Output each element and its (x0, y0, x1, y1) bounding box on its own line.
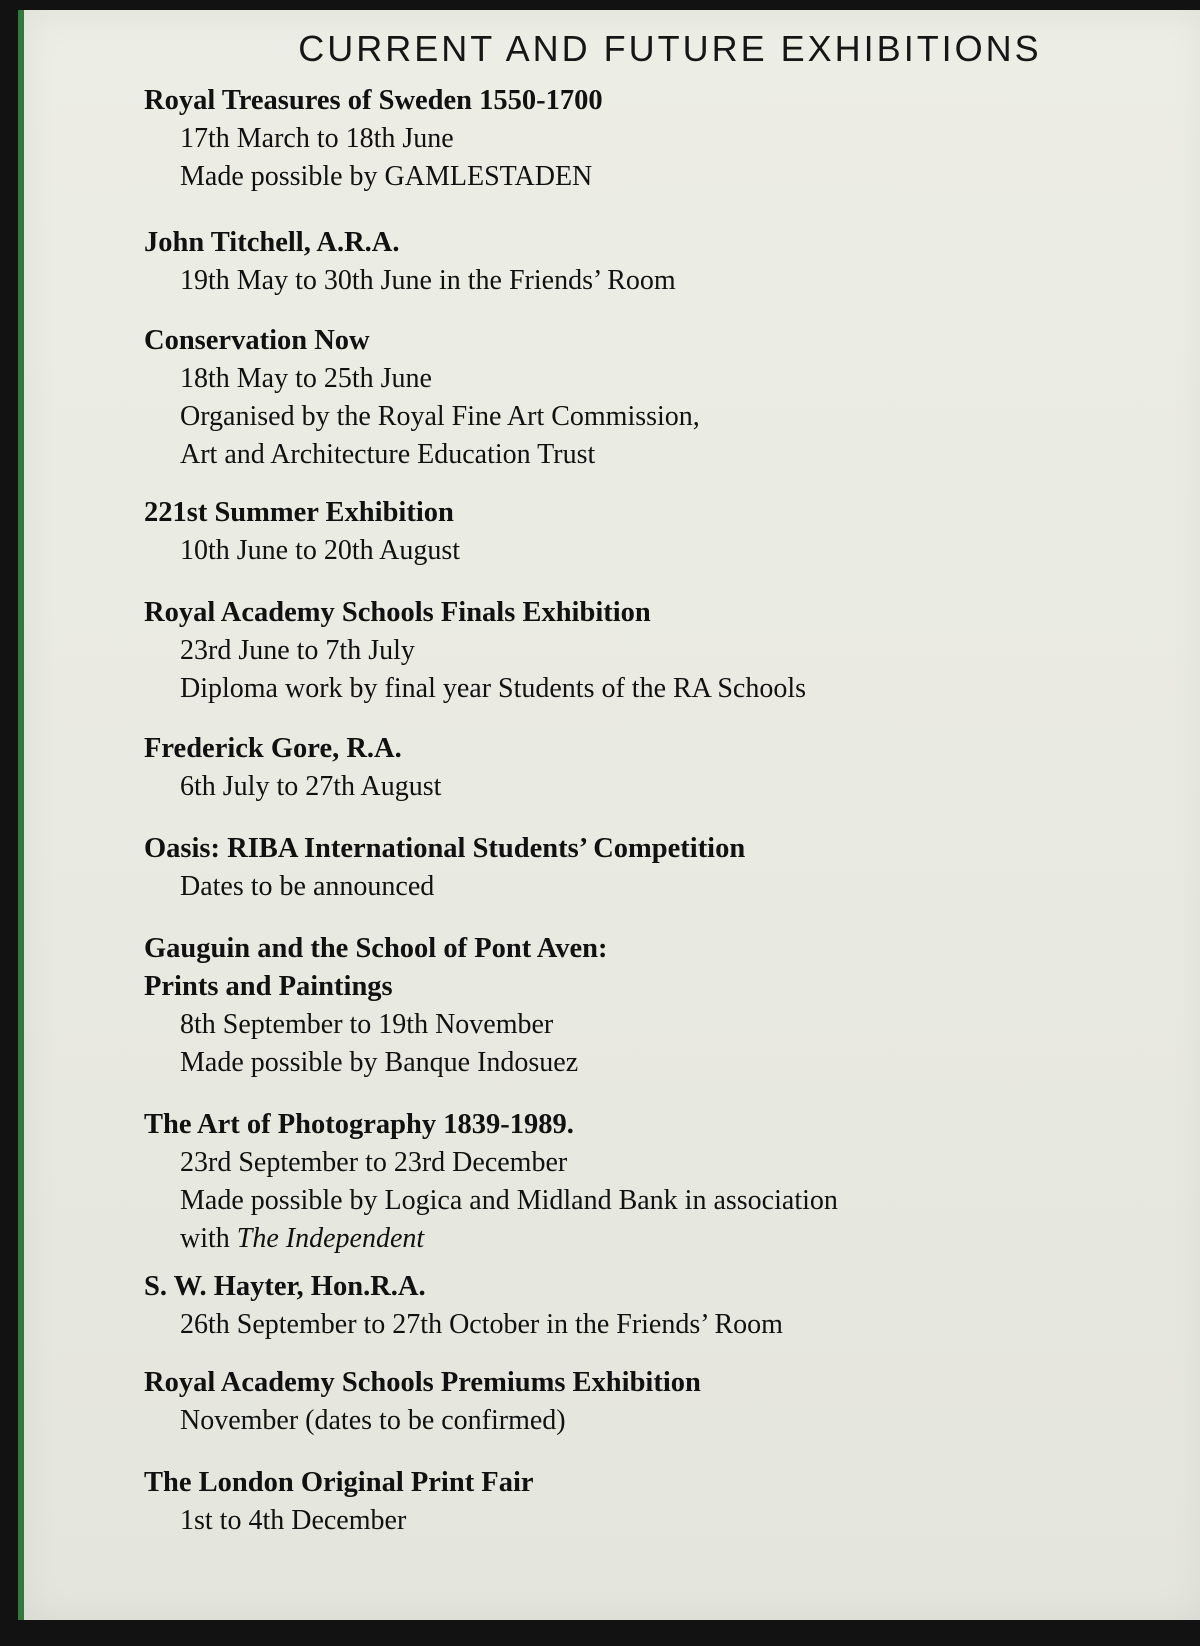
exhibition-art-of-photography (144, 1106, 838, 1258)
exhibition-sponsor: Made possible by Banque Indosuez (180, 1047, 579, 1078)
exhibition-john-titchell (144, 224, 676, 300)
exhibition-schools-premiums (144, 1364, 701, 1440)
exhibition-sponsor: Made possible by Logica and Midland Bank in association (180, 1185, 838, 1216)
exhibition-dates: 10th June to 20th August (180, 535, 461, 566)
exhibition-dates: 6th July to 27th August (180, 771, 442, 802)
exhibition-dates: 26th September to 27th October in the Friends’ Room (180, 1309, 783, 1340)
with-prefix: with (180, 1223, 230, 1254)
exhibition-dates: 18th May to 25th June (180, 363, 432, 394)
exhibition-sponsor: Made possible by GAMLESTADEN (180, 161, 593, 192)
exhibition-name: Royal Academy Schools Premiums Exhibition (144, 1367, 701, 1398)
page-title: CURRENT AND FUTURE EXHIBITIONS (298, 28, 1042, 69)
exhibition-dates: 19th May to 30th June in the Friends’ Room (180, 265, 676, 296)
exhibition-hayter (144, 1268, 783, 1344)
exhibition-print-fair (144, 1464, 534, 1540)
exhibition-dates: Dates to be announced (180, 871, 435, 902)
exhibition-dates: November (dates to be confirmed) (180, 1405, 566, 1436)
exhibition-oasis-riba (144, 830, 745, 906)
exhibition-dates: 23rd June to 7th July (180, 635, 415, 666)
newspaper-title: The Independent (236, 1223, 425, 1254)
exhibition-name: Royal Treasures of Sweden 1550-1700 (144, 85, 603, 116)
exhibition-summer-exhibition (144, 494, 460, 570)
exhibition-dates: 8th September to 19th November (180, 1009, 554, 1040)
exhibition-dates: 23rd September to 23rd December (180, 1147, 568, 1178)
exhibition-organiser: Organised by the Royal Fine Art Commission, (180, 401, 700, 432)
exhibition-conservation-now (144, 322, 700, 474)
catalogue-page (24, 10, 1200, 1620)
exhibition-organiser-cont: Art and Architecture Education Trust (180, 439, 596, 470)
exhibition-sponsor-cont (144, 1220, 838, 1258)
exhibition-dates: 1st to 4th December (180, 1505, 407, 1536)
exhibition-schools-finals (144, 594, 806, 708)
exhibition-gauguin (144, 930, 607, 1082)
exhibition-name: Royal Academy Schools Finals Exhibition (144, 597, 651, 628)
exhibition-name: S. W. Hayter, Hon.R.A. (144, 1271, 426, 1302)
exhibition-name: Gauguin and the School of Pont Aven: (144, 933, 608, 964)
exhibition-name-cont: Prints and Paintings (144, 971, 393, 1002)
exhibition-name: John Titchell, A.R.A. (144, 227, 400, 258)
exhibition-name: The Art of Photography 1839-1989. (144, 1109, 574, 1140)
exhibition-name: Frederick Gore, R.A. (144, 733, 402, 764)
exhibition-name: Conservation Now (144, 325, 370, 356)
exhibition-name: 221st Summer Exhibition (144, 497, 454, 528)
exhibition-name: Oasis: RIBA International Students’ Competition (144, 833, 746, 864)
exhibition-description: Diploma work by final year Students of the RA Schools (180, 673, 807, 704)
exhibition-frederick-gore (144, 730, 441, 806)
exhibition-royal-treasures (144, 82, 603, 196)
exhibition-dates: 17th March to 18th June (180, 123, 454, 154)
exhibition-name: The London Original Print Fair (144, 1467, 534, 1498)
